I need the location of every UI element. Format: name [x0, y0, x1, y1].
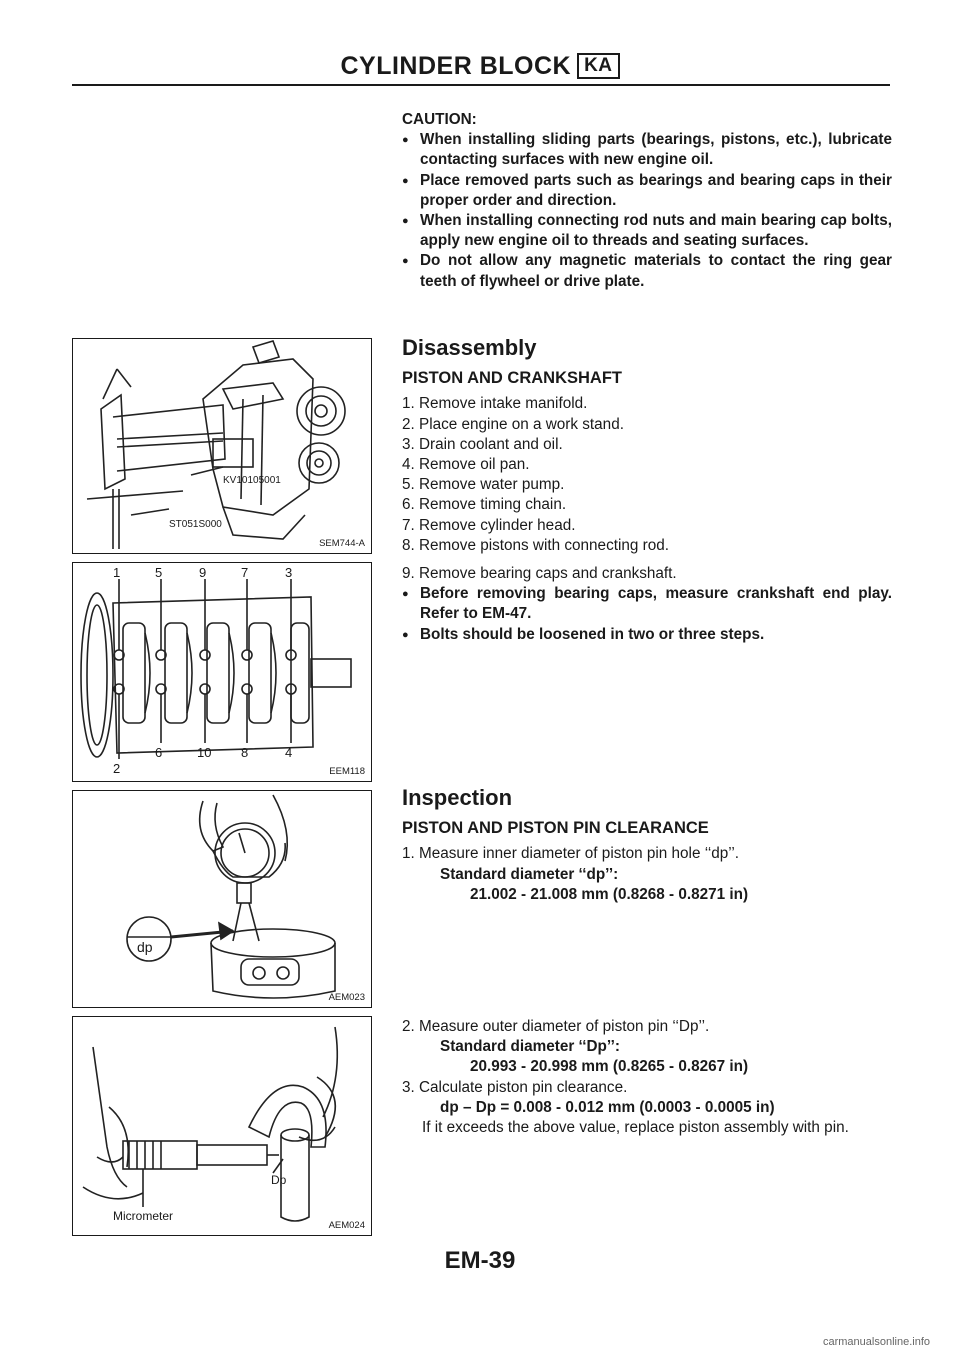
inspection-steps-2-3	[402, 1017, 892, 1138]
engine-stand-illustration	[73, 339, 371, 553]
spec-label: Standard diameter ‘‘dp’’:	[440, 865, 619, 883]
disassembly-step: 7. Remove cylinder head.	[402, 516, 576, 534]
clearance-note: If it exceeds the above value, replace piston assembly with pin.	[422, 1119, 849, 1137]
bolt-order-number: 4	[285, 745, 293, 760]
section-title-inspection: Inspection	[402, 785, 513, 810]
step9-note: ● Bolts should be loosened in two or three steps.	[402, 625, 892, 645]
disassembly-step: 2. Place engine on a work stand.	[402, 415, 624, 433]
caution-heading: CAUTION:	[402, 111, 477, 128]
spec-value: 20.993 - 20.998 mm (0.8265 - 0.8267 in)	[470, 1058, 749, 1076]
step9-note: ● Before removing bearing caps, measure crankshaft end play. Refer to EM-47.	[402, 584, 892, 624]
caution-item: ● Place removed parts such as bearings and bearing caps in their proper order and direction.	[402, 171, 892, 211]
spec-label: Standard diameter ‘‘Dp’’:	[440, 1038, 620, 1056]
bolt-order-number: 7	[241, 565, 249, 580]
disassembly-step: 9. Remove bearing caps and crankshaft.	[402, 565, 677, 582]
dp-outer-label: Dp	[271, 1173, 287, 1187]
disassembly-step9-block	[402, 564, 892, 645]
pin-hole-illustration	[73, 791, 371, 1007]
tool-label-st051s000: ST051S000	[169, 519, 222, 530]
header-badge: KA	[577, 53, 619, 79]
figure-pin-hole-measure	[72, 790, 372, 1008]
page-header-title	[0, 52, 960, 81]
figure-bearing-cap-order	[72, 562, 372, 782]
bolt-order-number: 6	[155, 745, 163, 760]
bolt-order-number: 10	[197, 745, 212, 760]
caution-item: ● When installing sliding parts (bearings, pistons, etc.), lubricate contacting surfaces with new engine oil.	[402, 130, 892, 170]
bolt-order-number: 9	[199, 565, 207, 580]
disassembly-step: 6. Remove timing chain.	[402, 496, 567, 514]
header-rule	[72, 84, 890, 86]
subsection-title-piston-crankshaft: PISTON AND CRANKSHAFT	[402, 369, 623, 388]
bolt-order-number: 3	[285, 565, 293, 580]
micrometer-illustration	[73, 1017, 371, 1235]
micrometer-label: Micrometer	[113, 1209, 174, 1223]
figure-caption: AEM023	[328, 992, 365, 1003]
figure-micrometer-measure	[72, 1016, 372, 1236]
inspection-section	[402, 785, 892, 905]
disassembly-step: 8. Remove pistons with connecting rod.	[402, 536, 669, 554]
dp-label: dp	[137, 939, 153, 955]
figure-caption: AEM024	[328, 1220, 365, 1231]
disassembly-section	[402, 335, 892, 556]
bolt-order-number: 8	[241, 745, 249, 760]
figure-caption: EEM118	[329, 766, 365, 777]
subsection-title-piston-pin-clearance: PISTON AND PISTON PIN CLEARANCE	[402, 819, 709, 838]
tool-label-kv10105001: KV10105001	[223, 475, 281, 486]
figure-engine-work-stand	[72, 338, 372, 554]
inspection-step3: 3. Calculate piston pin clearance.	[402, 1078, 628, 1096]
bolt-order-number: 5	[155, 565, 163, 580]
disassembly-step: 3. Drain coolant and oil.	[402, 435, 563, 453]
figure-caption: SEM744-A	[319, 538, 365, 549]
disassembly-step: 1. Remove intake manifold.	[402, 395, 588, 413]
inspection-step2: 2. Measure outer diameter of piston pin ‘‘Dp’’.	[402, 1018, 710, 1035]
disassembly-step: 5. Remove water pump.	[402, 476, 565, 494]
spec-value: 21.002 - 21.008 mm (0.8268 - 0.8271 in)	[470, 885, 749, 903]
bolt-order-number: 2	[113, 761, 121, 776]
header-title-text: CYLINDER BLOCK	[340, 52, 572, 80]
bearing-cap-illustration	[73, 563, 371, 781]
section-title-disassembly: Disassembly	[402, 335, 537, 360]
page-number: EM-39	[444, 1247, 516, 1274]
bolt-order-number: 1	[113, 565, 121, 580]
disassembly-step: 4. Remove oil pan.	[402, 456, 530, 474]
caution-item: ● Do not allow any magnetic materials to contact the ring gear teeth of flywheel or drive plate.	[402, 251, 892, 291]
clearance-formula: dp – Dp = 0.008 - 0.012 mm (0.0003 - 0.0005 in)	[440, 1098, 775, 1116]
watermark: carmanualsonline.info	[822, 1336, 930, 1348]
caution-block	[402, 110, 892, 292]
caution-item: ● When installing connecting rod nuts and main bearing cap bolts, apply new engine oil to threads and seating surfaces.	[402, 211, 892, 251]
inspection-step1: 1. Measure inner diameter of piston pin hole ‘‘dp’’.	[402, 845, 740, 863]
disassembly-steps	[402, 394, 892, 556]
